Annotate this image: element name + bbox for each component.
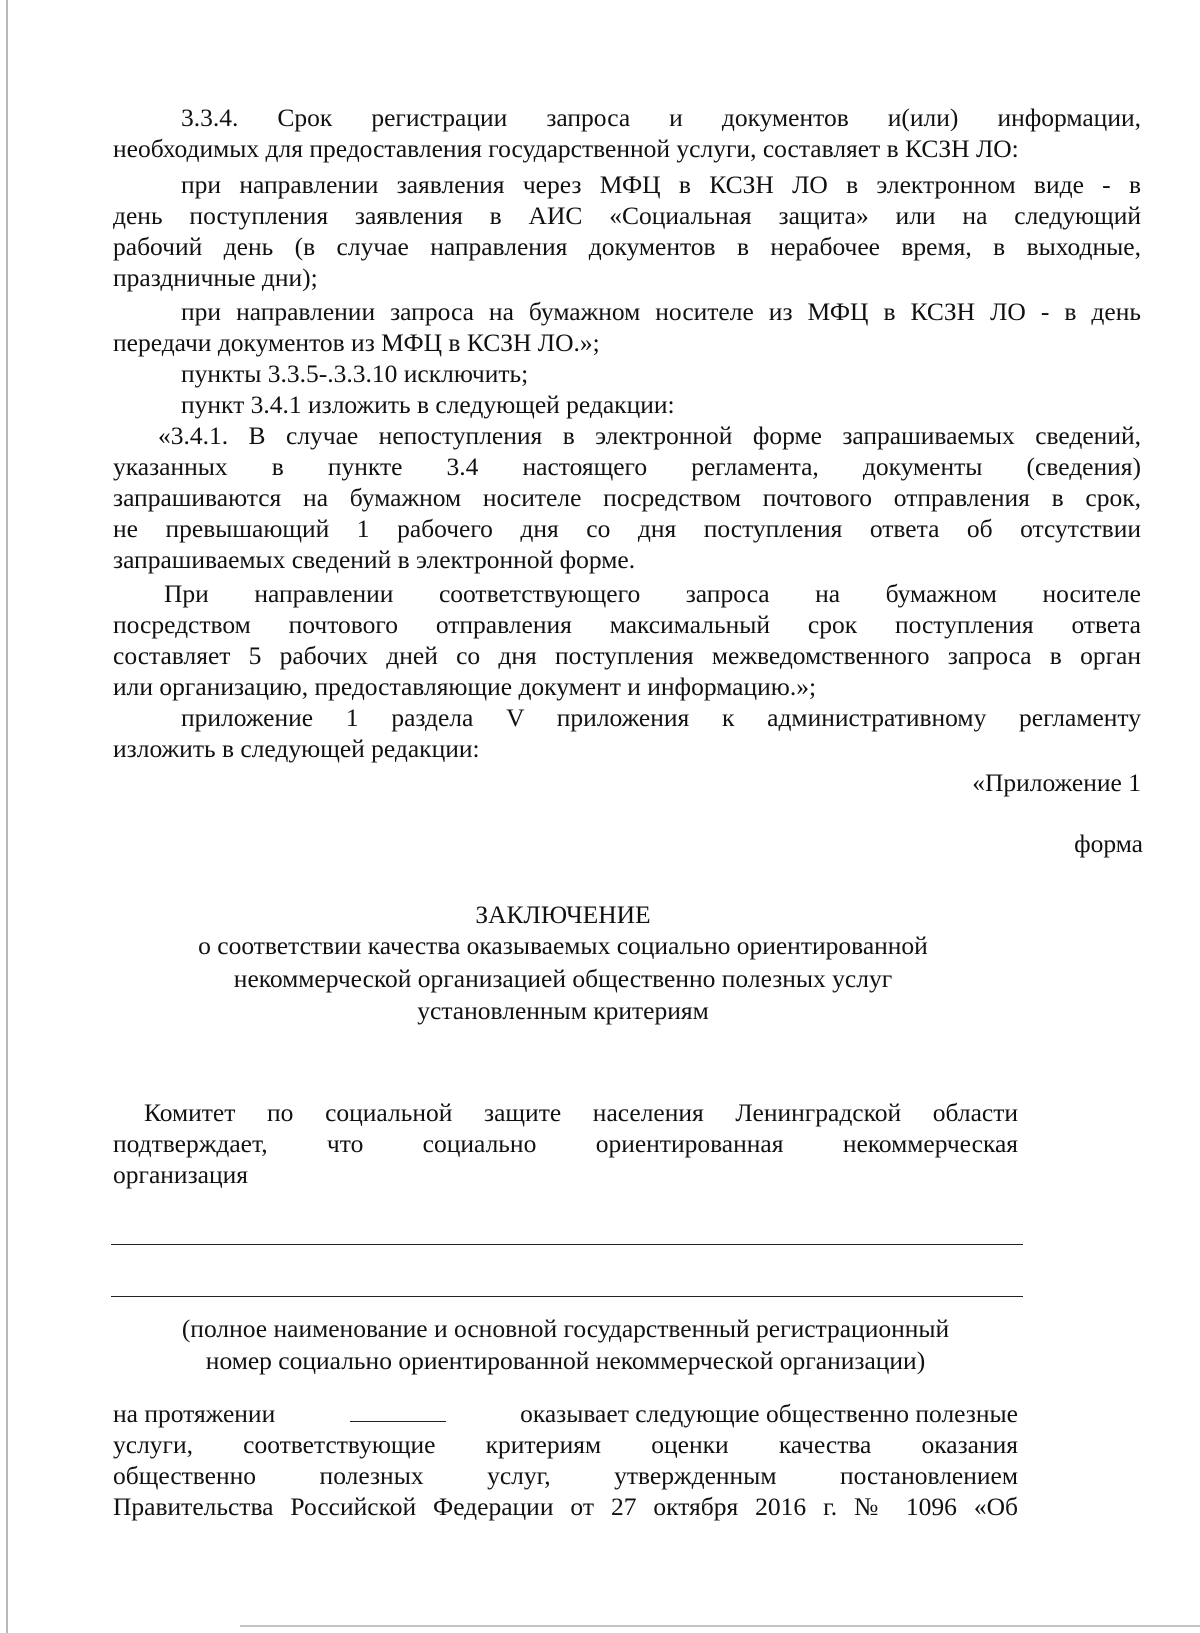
org-caption-line2: номер социально ориентированной некоммерческой организации)	[205, 1346, 926, 1375]
paragraph-paper-request-line4: или организацию, предоставляющие документ и информацию.»;	[113, 672, 817, 701]
services-paragraph-line4: Правительства Российской Федерации от 27 октября 2016 г. № 1096 «Об	[113, 1492, 1018, 1521]
paragraph-appendix-line1: приложение 1 раздела V приложения к административному регламенту	[181, 703, 1141, 732]
exclude-points-instruction: пункты 3.3.5-.3.3.10 исключить;	[181, 359, 529, 388]
services-line1-after: оказывает следующие общественно полезные	[520, 1399, 1018, 1428]
paragraph-paper-request-line2: посредством почтового отправления максимальный срок поступления ответа	[113, 610, 1141, 639]
paragraph-341-line2: указанных в пункте 3.4 настоящего регламента, документы (сведения)	[113, 452, 1141, 481]
paragraph-mfc-electronic-line3: рабочий день (в случае направления документов в нерабочее время, в выходные,	[113, 232, 1141, 261]
committee-paragraph-line3: организация	[113, 1160, 248, 1189]
conclusion-title: ЗАКЛЮЧЕНИЕ	[475, 900, 651, 929]
paragraph-341-line5: запрашиваемых сведений в электронной форме.	[113, 545, 636, 574]
org-name-fill-line-1	[111, 1244, 1023, 1245]
paragraph-paper-request-line3: составляет 5 рабочих дней со дня поступления межведомственного запроса в орган	[113, 641, 1141, 670]
conclusion-subtitle-line2: некоммерческой организацией общественно полезных услуг	[233, 964, 893, 993]
services-paragraph-line2: услуги, соответствующие критериям оценки качества оказания	[113, 1430, 1018, 1459]
paragraph-341-line3: запрашиваются на бумажном носителе посредством почтового отправления в срок,	[113, 483, 1141, 512]
paragraph-appendix-line2: изложить в следующей редакции:	[113, 734, 480, 763]
paragraph-mfc-electronic-line4: праздничные дни);	[113, 263, 318, 292]
scan-edge-bottom	[240, 1625, 1200, 1627]
paragraph-334-line1: 3.3.4. Срок регистрации запроса и документов и(или) информации,	[181, 103, 1141, 132]
committee-paragraph-line2: подтверждает, что социально ориентированная некоммерческая	[113, 1129, 1018, 1158]
paragraph-paper-request-line1: При направлении соответствующего запроса на бумажном носителе	[164, 579, 1141, 608]
committee-paragraph-line1: Комитет по социальной защите населения Ленинградской области	[144, 1098, 1018, 1127]
conclusion-subtitle-line1: о соответствии качества оказываемых социально ориентированной	[198, 931, 928, 960]
appendix-form-label: форма	[1074, 829, 1143, 858]
org-name-fill-line-2	[111, 1296, 1023, 1297]
paragraph-341-line1: «3.4.1. В случае непоступления в электронной форме запрашиваемых сведений,	[158, 421, 1141, 450]
conclusion-subtitle-line3: установленным критериям	[417, 996, 709, 1025]
paragraph-mfc-paper-line2: передачи документов из МФЦ в КСЗН ЛО.»;	[113, 328, 600, 357]
appendix-label: «Приложение 1	[972, 768, 1141, 797]
paragraph-334-line2: необходимых для предоставления государственной услуги, составляет в КСЗН ЛО:	[113, 134, 1019, 163]
paragraph-341-line4: не превышающий 1 рабочего дня со дня поступления ответа об отсутствии	[113, 514, 1141, 543]
point-341-intro: пункт 3.4.1 изложить в следующей редакции:	[181, 390, 675, 419]
paragraph-mfc-electronic-line2: день поступления заявления в АИС «Социальная защита» или на следующий	[113, 201, 1141, 230]
scan-edge-left	[6, 0, 8, 1633]
services-paragraph-line1	[113, 1398, 1018, 1429]
services-paragraph-line3: общественно полезных услуг, утвержденным постановлением	[113, 1461, 1018, 1490]
org-caption-line1: (полное наименование и основной государственный регистрационный	[181, 1314, 950, 1343]
paragraph-mfc-electronic-line1: при направлении заявления через МФЦ в КСЗН ЛО в электронном виде - в	[181, 170, 1141, 199]
paragraph-mfc-paper-line1: при направлении запроса на бумажном носителе из МФЦ в КСЗН ЛО - в день	[181, 297, 1141, 326]
services-line1-before: на протяжении	[113, 1399, 276, 1428]
period-fill-blank	[350, 1399, 446, 1422]
